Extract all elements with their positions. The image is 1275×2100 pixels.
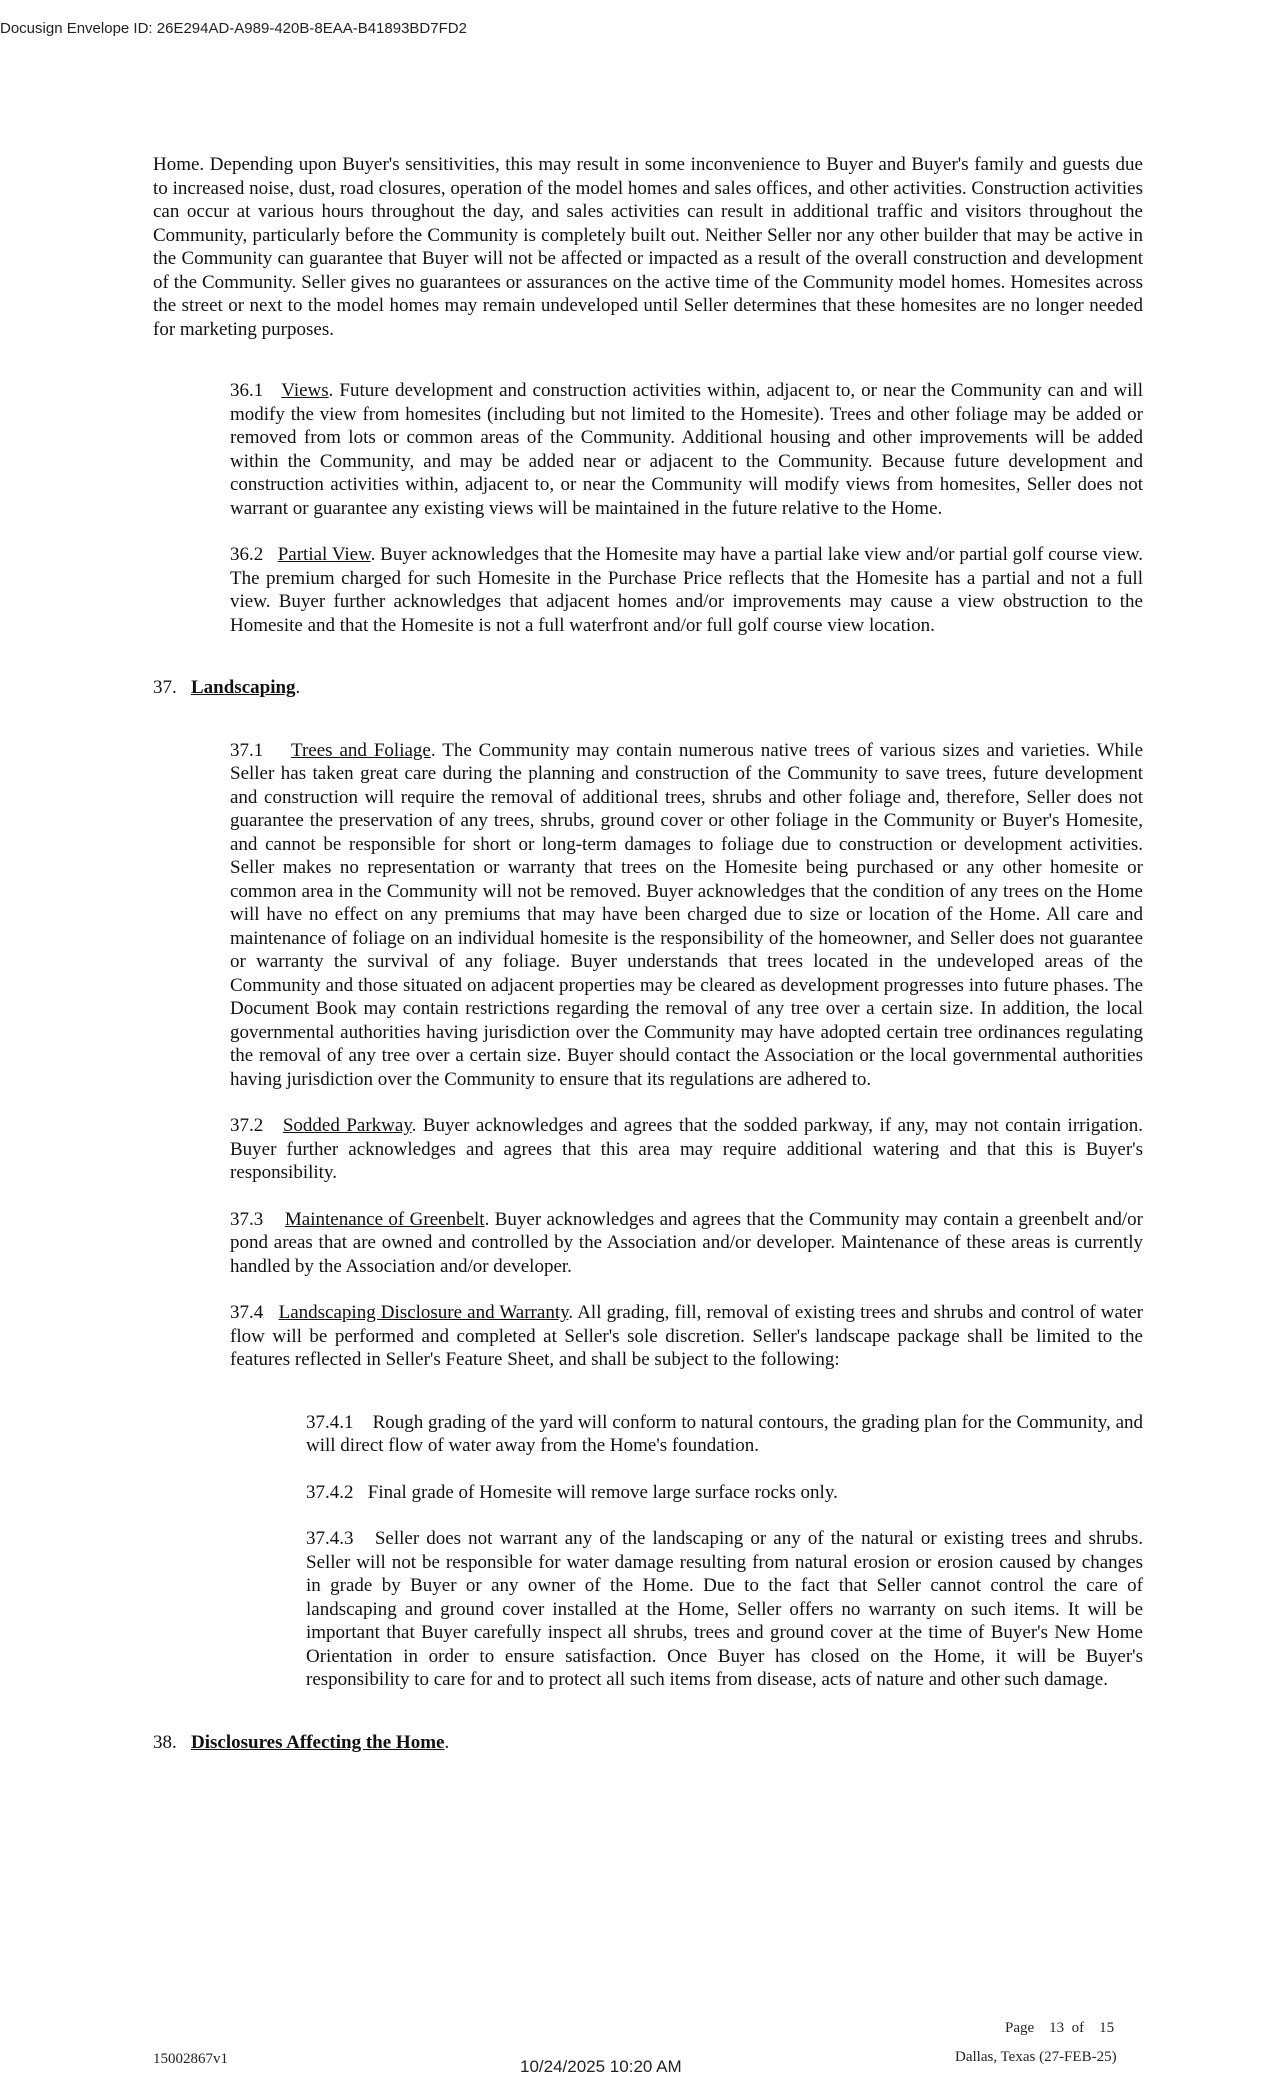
section-title: Trees and Foliage	[291, 739, 431, 761]
section-title: Disclosures Affecting the Home	[191, 1731, 445, 1753]
section-36-1	[230, 379, 1143, 520]
section-37-4-3	[306, 1527, 1143, 1692]
section-number: 37.4.3	[306, 1528, 354, 1549]
section-number: 37.4.1	[306, 1411, 354, 1433]
form-location: Dallas, Texas (27-FEB-25)	[955, 2049, 1117, 2065]
section-37-4-1	[306, 1411, 1143, 1458]
section-number: 38.	[153, 1731, 177, 1753]
section-number: 37.4.2	[306, 1481, 354, 1503]
section-title: Maintenance of Greenbelt	[284, 1208, 485, 1230]
section-punct: .	[444, 1731, 450, 1753]
section-37-3	[230, 1208, 1143, 1279]
section-title: Sodded Parkway	[282, 1115, 412, 1136]
section-text: Rough grading of the yard will conform to natural contours, the grading plan for the Community, and will direct flow of water away from the Home's foundation.	[306, 1411, 1144, 1456]
page-number: Page 13 of 15	[1005, 2020, 1115, 2036]
section-text: . Buyer acknowledges and agrees that the Community may contain a greenbelt and/or pond areas that are owned and controlled by the Association and/or developer. Maintenance of these areas is currently handled by the Association and/or developer.	[230, 1208, 1144, 1277]
section-title: Landscaping	[191, 677, 296, 698]
section-number: 36.1	[230, 380, 264, 401]
signing-timestamp: 10/24/2025 10:20 AM	[520, 2057, 682, 2076]
section-title: Partial View	[277, 544, 371, 565]
document-body	[153, 153, 1143, 1754]
section-text: . The Community may contain numerous native trees of various sizes and varieties. While Seller has taken great care during the planning and construction of the Community to save trees, future development and construction will require the removal of additional trees, shrubs and other foliage and, therefore, Seller does not guarantee the preservation of any trees, shrubs, ground cover or other foliage in the Community or Buyer's Homesite, and cannot be responsible for short or long-term damages to foliage due to construction or development activities. Seller makes no representation or warranty that trees on the Homesite being purchased or any other homesite or common area in the Community will not be removed. Buyer acknowledges that the condition of any trees on the Home will have no effect on any premiums that may have been charged due to size or location of the Home. All care and maintenance of foliage on an individual homesite is the responsibility of the homeowner, and Seller does not guarantee or warranty the survival of any foliage. Buyer understands that trees located in the undeveloped areas of the Community and those situated on adjacent properties may be cleared as development progresses into future phases. The Document Book may contain restrictions regarding the removal of any tree over a certain size. In addition, the local governmental authorities having jurisdiction over the Community may have adopted certain tree ordinances regulating the removal of any tree over a certain size. Buyer should contact the Association or the local governmental authorities having jurisdiction over the Community to ensure that its regulations are adhered to.	[230, 739, 1143, 1090]
section-37-1	[230, 739, 1143, 1092]
section-37-4-2	[306, 1481, 1143, 1505]
section-text: . All grading, fill, removal of existing trees and shrubs and control of water flow will be performed and completed at Seller's sole discretion. Seller's landscape package shall be limited to the features reflected in Seller's Feature Sheet, and shall be subject to the following:	[230, 1302, 1144, 1370]
section-punct: .	[295, 677, 301, 698]
section-37-heading	[153, 676, 1143, 700]
section-number: 37.2	[230, 1115, 264, 1136]
section-title: Landscaping Disclosure and Warranty	[278, 1302, 569, 1323]
section-number: 37.1	[230, 739, 264, 761]
section-38-heading	[153, 1731, 1143, 1755]
section-text: Final grade of Homesite will remove large surface rocks only.	[367, 1481, 838, 1503]
section-36-2	[230, 543, 1143, 637]
section-number: 37.3	[230, 1208, 264, 1230]
section-text: . Buyer acknowledges that the Homesite may have a partial lake view and/or partial golf course view. The premium charged for such Homesite in the Purchase Price reflects that the Homesite has a partial and not a full view. Buyer further acknowledges that adjacent homes and/or improvements may cause a view obstruction to the Homesite and that the Homesite is not a full waterfront and/or full golf course view location.	[230, 544, 1143, 636]
section-text: . Future development and construction activities within, adjacent to, or near the Community can and will modify the view from homesites (including but not limited to the Homesite). Trees and other foliage may be added or removed from lots or common areas of the Community. Additional housing and other improvements will be added within the Community, and may be added near or adjacent to the Community. Because future development and construction activities within, adjacent to, or near the Community will modify views from homesites, Seller does not warrant or guarantee any existing views will be maintained in the future relative to the Home.	[230, 380, 1143, 519]
section-title: Views	[281, 380, 329, 401]
section-text: . Buyer acknowledges and agrees that the sodded parkway, if any, may not contain irrigation. Buyer further acknowledges and agrees that this area may require additional watering and that this is Buyer's responsibility.	[230, 1115, 1144, 1183]
section-37-2	[230, 1114, 1143, 1185]
document-id: 15002867v1	[153, 2051, 228, 2067]
section-number: 37.	[153, 677, 177, 698]
intro-paragraph: Home. Depending upon Buyer's sensitivities, this may result in some inconvenience to Buyer and Buyer's family and guests due to increased noise, dust, road closures, operation of the model homes and sales offices, and other activities. Construction activities can occur at various hours throughout the day, and sales activities can result in additional traffic and visitors throughout the Community, particularly before the Community is completely built out. Neither Seller nor any other builder that may be active in the Community can guarantee that Buyer will not be affected or impacted as a result of the overall construction and development of the Community. Seller gives no guarantees or assurances on the active time of the Community model homes. Homesites across the street or next to the model homes may remain undeveloped until Seller determines that these homesites are no longer needed for marketing purposes.	[153, 154, 1143, 340]
envelope-id: Docusign Envelope ID: 26E294AD-A989-420B-8EAA-B41893BD7FD2	[0, 20, 467, 37]
section-number: 37.4	[230, 1302, 264, 1323]
section-number: 36.2	[230, 544, 264, 565]
section-text: Seller does not warrant any of the landscaping or any of the natural or existing trees and shrubs. Seller will not be responsible for water damage resulting from natural erosion or erosion caused by changes in grade by Buyer or any owner of the Home. Due to the fact that Seller cannot control the care of landscaping and ground cover installed at the Home, Seller offers no warranty on such items. It will be important that Buyer carefully inspect all shrubs, trees and ground cover at the time of Buyer's New Home Orientation in order to ensure satisfaction. Once Buyer has closed on the Home, it will be Buyer's responsibility to care for and to protect all such items from disease, acts of nature and other such damage.	[306, 1528, 1144, 1690]
section-37-4	[230, 1301, 1143, 1372]
